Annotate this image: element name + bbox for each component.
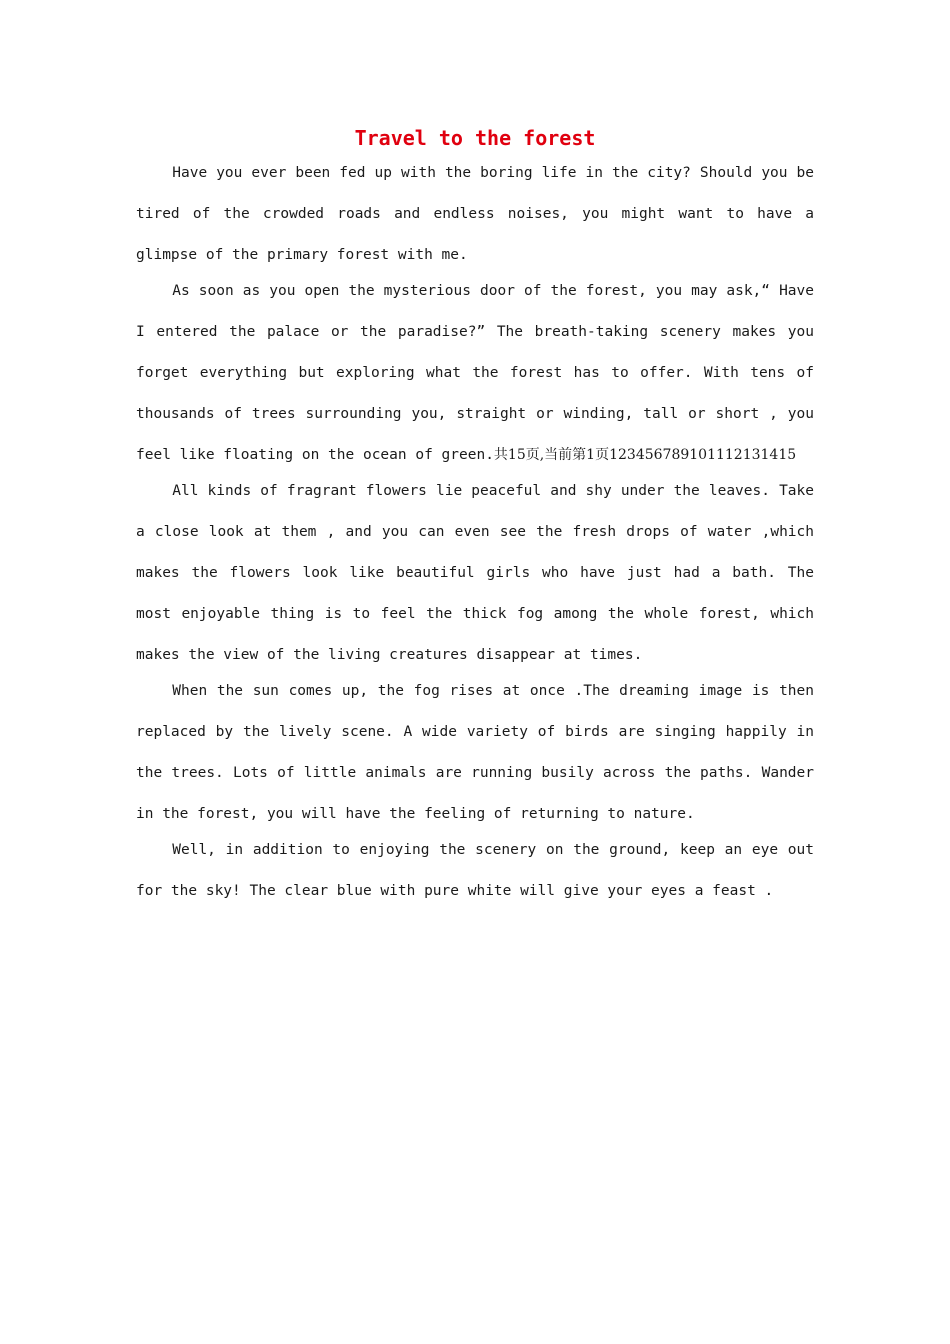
paragraph-1-text: Have you ever been fed up with the boring life in the city? Should you be tired of the crowded roads and endless noises, you might want to have a glimpse of the primary forest with me.: [136, 165, 814, 263]
paragraph-3: [136, 471, 814, 676]
paragraph-2: [136, 271, 814, 476]
paragraph-5-text: Well, in addition to enjoying the scenery on the ground, keep an eye out for the sky! The clear blue with pure white will give your eyes a feast .: [136, 842, 814, 899]
paragraph-1: [136, 153, 814, 276]
paragraph-2-text: As soon as you open the mysterious door of the forest, you may ask,“ Have I entered the palace or the paradise?” The breath-taking scenery makes you forget everything but exploring what the forest has to offer. With tens of thousands of trees surrounding you, straight or winding, tall or short , you feel like floating on the ocean of green.: [136, 283, 814, 463]
paragraph-4-text: When the sun comes up, the fog rises at once .The dreaming image is then replaced by the lively scene. A wide variety of birds are singing happily in the trees. Lots of little animals are running busily across the paths. Wander in the forest, you will have the feeling of returning to nature.: [136, 683, 814, 822]
paragraph-4: [136, 671, 814, 835]
page-counter-text: 共15页,当前第1页123456789101112131415: [493, 447, 797, 463]
document-title: Travel to the forest: [354, 126, 596, 150]
document-body: [136, 153, 814, 912]
paragraph-3-text: All kinds of fragrant flowers lie peaceful and shy under the leaves. Take a close look at them , and you can even see the fresh drops of water ,which makes the flowers look like beautiful girls who have just had a bath. The most enjoyable thing is to feel the thick fog among the whole forest, which makes the view of the living creatures disappear at times.: [136, 483, 814, 663]
paragraph-5: [136, 830, 814, 912]
